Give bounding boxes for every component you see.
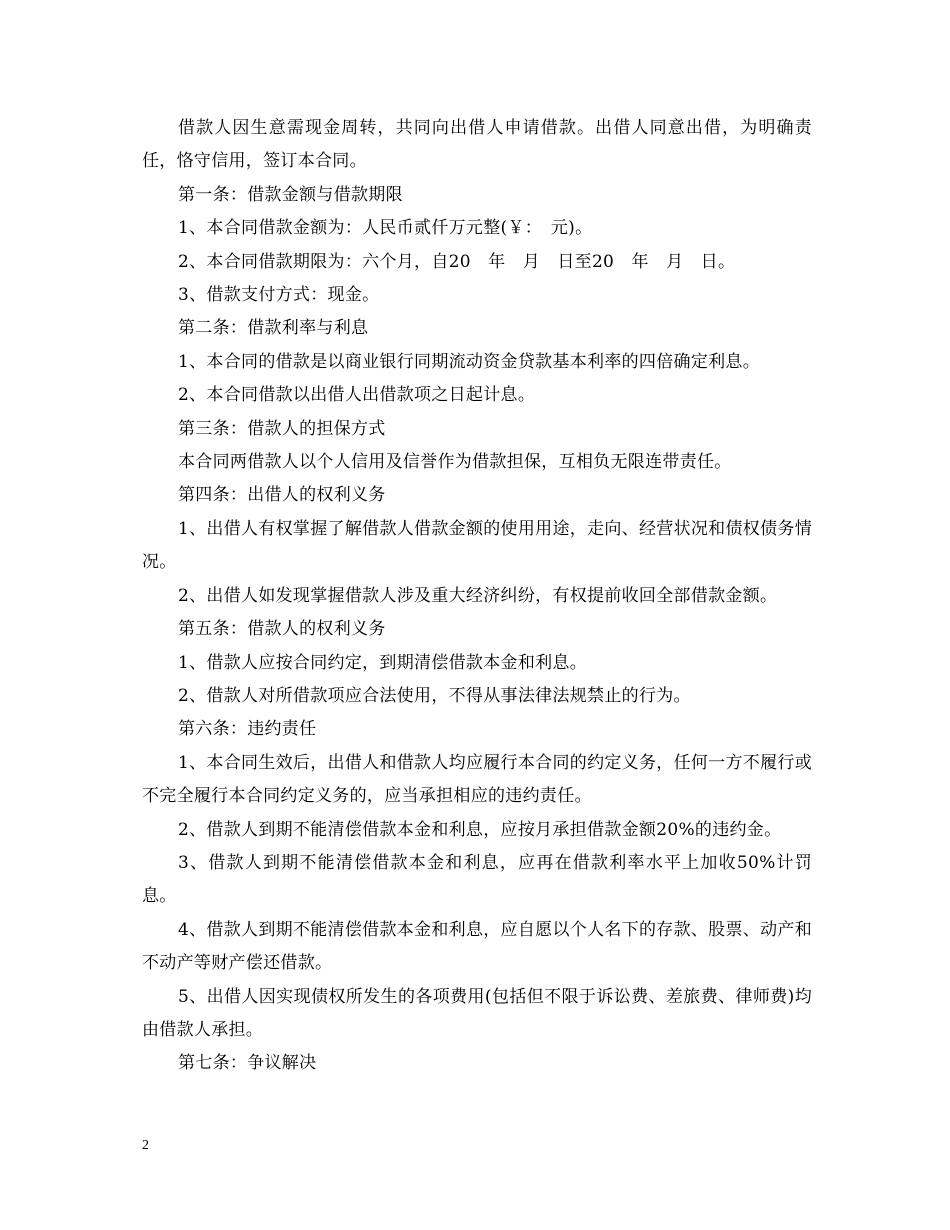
article-1-item-2: 2、本合同借款期限为：六个月，自20 年 月 日至20 年 月 日。 bbox=[178, 251, 736, 272]
article-6-item-5: 5、出借人因实现债权所发生的各项费用(包括但不限于诉讼费、差旅费、律师费)均由借款人承担。 bbox=[142, 986, 812, 1040]
document-body bbox=[142, 112, 812, 1081]
article-1-item-1: 1、本合同借款金额为：人民币贰仟万元整(￥： 元)。 bbox=[178, 218, 593, 239]
article-6-item-3: 3、借款人到期不能清偿借款本金和利息，应再在借款利率水平上加收50%计罚息。 bbox=[142, 852, 812, 907]
article-5-item-1: 1、借款人应按合同约定，到期清偿借款本金和利息。 bbox=[178, 652, 588, 673]
paragraph-intro: 借款人因生意需现金周转，共同向出借人申请借款。出借人同意出借，为明确责任，恪守信用，签订本合同。 bbox=[142, 118, 812, 172]
page-number: 2 bbox=[142, 1138, 149, 1153]
article-1-item-3: 3、借款支付方式：现金。 bbox=[178, 285, 380, 306]
article-2-item-1: 1、本合同的借款是以商业银行同期流动资金贷款基本利率的四倍确定利息。 bbox=[178, 351, 761, 372]
article-4-item-2: 2、出借人如发现掌握借款人涉及重大经济纠纷，有权提前收回全部借款金额。 bbox=[178, 585, 778, 606]
article-6-heading: 第六条：违约责任 bbox=[178, 719, 317, 740]
article-2-item-2: 2、本合同借款以出借人出借款项之日起计息。 bbox=[178, 385, 536, 406]
article-4-item-1: 1、出借人有权掌握了解借款人借款金额的使用用途，走向、经营状况和债权债务情况。 bbox=[142, 518, 812, 573]
article-3-body: 本合同两借款人以个人信用及信誉作为借款担保，互相负无限连带责任。 bbox=[178, 452, 732, 473]
article-4-heading: 第四条：出借人的权利义务 bbox=[178, 485, 386, 506]
article-6-item-2: 2、借款人到期不能清偿借款本金和利息，应按月承担借款金额20%的违约金。 bbox=[178, 819, 782, 840]
article-2-heading: 第二条：借款利率与利息 bbox=[178, 318, 369, 339]
article-5-heading: 第五条：借款人的权利义务 bbox=[178, 619, 386, 640]
article-6-item-1: 1、本合同生效后，出借人和借款人均应履行本合同的约定义务，任何一方不履行或不完全履行本合同约定义务的，应当承担相应的违约责任。 bbox=[142, 752, 812, 807]
article-3-heading: 第三条：借款人的担保方式 bbox=[178, 418, 386, 439]
article-1-heading: 第一条：借款金额与借款期限 bbox=[178, 184, 403, 205]
article-6-item-4: 4、借款人到期不能清偿借款本金和利息，应自愿以个人名下的存款、股票、动产和不动产等财产偿还借款。 bbox=[142, 919, 812, 974]
article-7-heading: 第七条：争议解决 bbox=[178, 1053, 317, 1074]
article-5-item-2: 2、借款人对所借款项应合法使用，不得从事法律法规禁止的行为。 bbox=[178, 685, 691, 706]
